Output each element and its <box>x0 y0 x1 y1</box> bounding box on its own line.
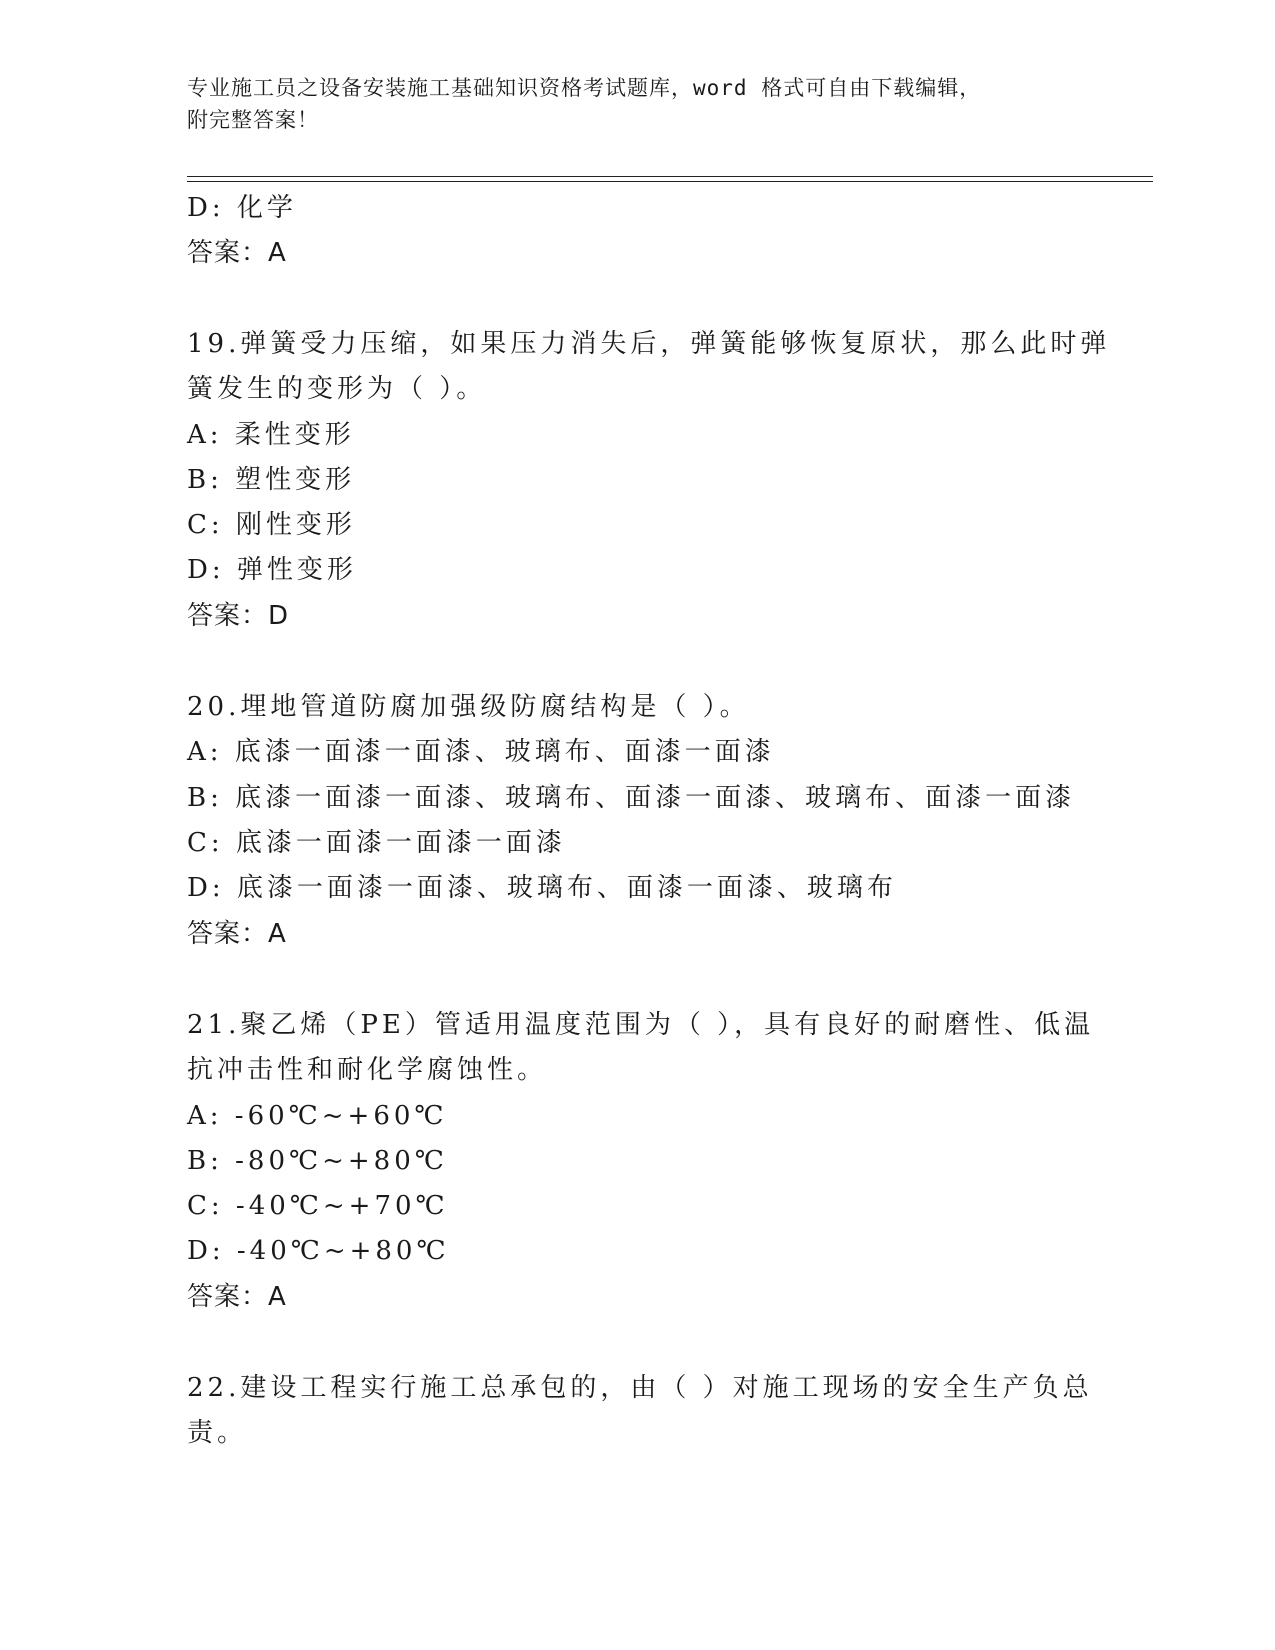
question-21-option-c: C: -40℃~+70℃ <box>187 1191 449 1221</box>
question-19-option-d: D: 弹性变形 <box>187 555 357 585</box>
question-20-option-d: D: 底漆一面漆一面漆、玻璃布、面漆一面漆、玻璃布 <box>187 873 897 903</box>
question-21-text-1: 21.聚乙烯（PE）管适用温度范围为（ ），具有良好的耐磨性、低温 <box>187 1010 1095 1040</box>
question-19-option-a: A: 柔性变形 <box>187 420 355 450</box>
prev-answer: 答案：A <box>187 238 287 268</box>
question-20-option-c: C: 底漆一面漆一面漆一面漆 <box>187 828 566 858</box>
question-19-answer: 答案：D <box>187 601 290 631</box>
document-header <box>187 72 1087 136</box>
question-21-answer: 答案：A <box>187 1282 287 1312</box>
question-21-text-2: 抗冲击性和耐化学腐蚀性。 <box>187 1055 548 1085</box>
question-19-text-2: 簧发生的变形为（ ）。 <box>187 374 487 404</box>
question-20-text-1: 20.埋地管道防腐加强级防腐结构是（ ）。 <box>187 692 750 722</box>
question-22-text-2: 责。 <box>187 1418 248 1448</box>
question-21-option-d: D: -40℃~+80℃ <box>187 1236 450 1266</box>
header-line-2: 附完整答案！ <box>187 108 319 132</box>
question-22-text-1: 22.建设工程实行施工总承包的，由（ ）对施工现场的安全生产负总 <box>187 1373 1093 1403</box>
question-20-option-b: B: 底漆一面漆一面漆、玻璃布、面漆一面漆、玻璃布、面漆一面漆 <box>187 783 1076 813</box>
prev-option-d: D: 化学 <box>187 193 297 223</box>
question-19-text-1: 19.弹簧受力压缩，如果压力消失后，弹簧能够恢复原状，那么此时弹 <box>187 329 1111 359</box>
question-19-option-c: C: 刚性变形 <box>187 510 356 540</box>
header-rule-bottom <box>187 181 1153 182</box>
question-20-answer: 答案：A <box>187 919 287 949</box>
question-20-option-a: A: 底漆一面漆一面漆、玻璃布、面漆一面漆 <box>187 737 775 767</box>
header-line-1: 专业施工员之设备安装施工基础知识资格考试题库，word 格式可自由下载编辑， <box>187 76 982 100</box>
header-rule-top <box>187 176 1153 177</box>
question-21-option-b: B: -80℃~+80℃ <box>187 1146 448 1176</box>
question-21-option-a: A: -60℃~+60℃ <box>187 1101 448 1131</box>
question-19-option-b: B: 塑性变形 <box>187 465 356 495</box>
